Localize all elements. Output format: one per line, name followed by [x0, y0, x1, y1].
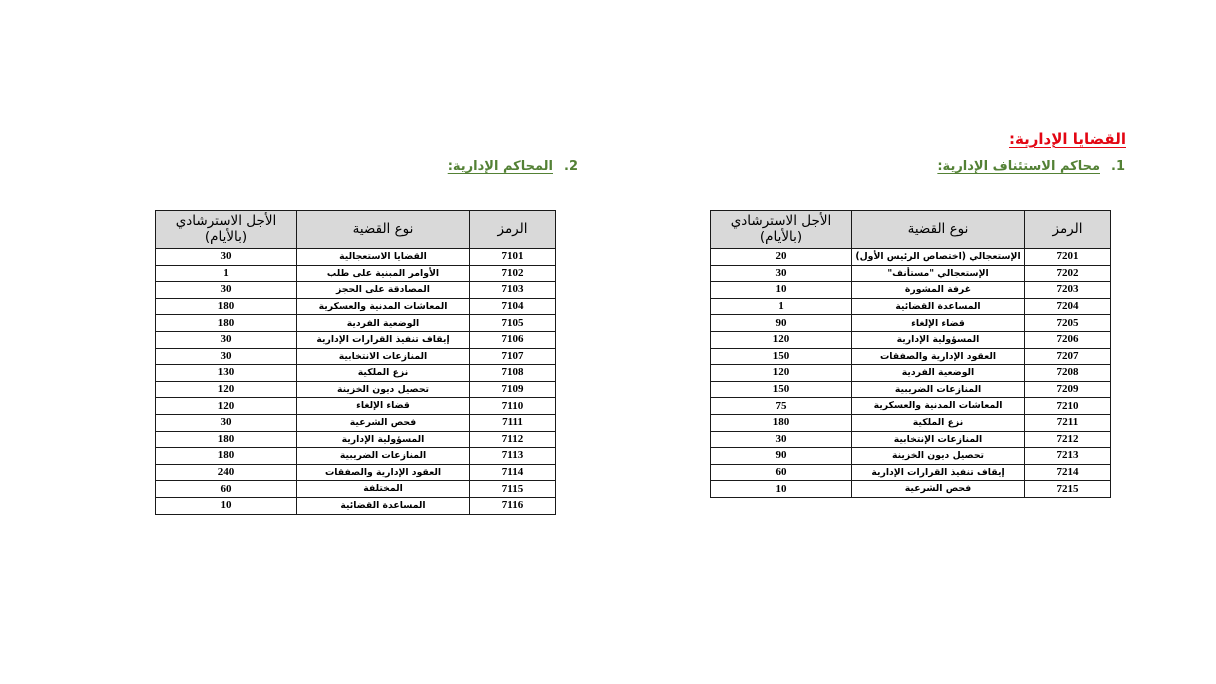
cell-code: 7104: [470, 298, 556, 315]
cell-code: 7214: [1025, 464, 1111, 481]
header-days: [156, 211, 297, 249]
cell-days: 150: [711, 381, 852, 398]
cell-code: 7111: [470, 414, 556, 431]
cell-case-type: المنازعات الانتخابية: [297, 348, 470, 365]
cell-case-type: المعاشات المدنية والعسكرية: [852, 398, 1025, 415]
cell-days: 120: [711, 365, 852, 382]
table-row: [156, 448, 556, 465]
cell-case-type: المساعدة القضائية: [852, 298, 1025, 315]
cell-code: 7108: [470, 365, 556, 382]
cell-code: 7112: [470, 431, 556, 448]
cell-code: 7110: [470, 398, 556, 415]
table-row: [711, 448, 1111, 465]
cell-days: 30: [711, 265, 852, 282]
header-days: [711, 211, 852, 249]
cell-days: 90: [711, 448, 852, 465]
table-row: [711, 365, 1111, 382]
cell-code: 7213: [1025, 448, 1111, 465]
cell-case-type: الوضعية الفردية: [852, 365, 1025, 382]
header-days-line1: الأجل الاسترشادي: [730, 212, 832, 229]
cell-code: 7116: [470, 497, 556, 514]
cell-days: 180: [156, 298, 297, 315]
cell-code: 7103: [470, 282, 556, 299]
table-row: [156, 265, 556, 282]
cell-code: 7206: [1025, 331, 1111, 348]
table-row: [156, 464, 556, 481]
cell-code: 7211: [1025, 414, 1111, 431]
cell-case-type: نزع الملكية: [297, 365, 470, 382]
appeal-courts-table: [710, 210, 1111, 498]
section-number: 1.: [1111, 159, 1125, 174]
cell-case-type: إيقاف تنفيذ القرارات الإدارية: [852, 464, 1025, 481]
cell-case-type: العقود الإدارية والصفقات: [852, 348, 1025, 365]
page-title: القضايا الإدارية:: [1009, 130, 1126, 148]
cell-case-type: المسؤولية الإدارية: [852, 331, 1025, 348]
table-row: [711, 315, 1111, 332]
cell-case-type: فحص الشرعية: [297, 414, 470, 431]
cell-days: 60: [156, 481, 297, 498]
cell-code: 7212: [1025, 431, 1111, 448]
cell-days: 1: [711, 298, 852, 315]
cell-days: 30: [156, 331, 297, 348]
cell-case-type: المنازعات الإنتخابية: [852, 431, 1025, 448]
cell-days: 20: [711, 249, 852, 266]
table-row: [711, 348, 1111, 365]
cell-code: 7113: [470, 448, 556, 465]
table-row: [156, 431, 556, 448]
table-row: [156, 331, 556, 348]
cell-code: 7201: [1025, 249, 1111, 266]
cell-case-type: الإستعجالي "مستأنف": [852, 265, 1025, 282]
cell-case-type: نزع الملكية: [852, 414, 1025, 431]
table-row: [156, 365, 556, 382]
cell-days: 10: [711, 282, 852, 299]
header-days-line2: (بالأيام): [759, 228, 803, 245]
cell-code: 7203: [1025, 282, 1111, 299]
table-row: [156, 481, 556, 498]
cell-case-type: المنازعات الضريبية: [852, 381, 1025, 398]
cell-code: 7107: [470, 348, 556, 365]
cell-case-type: تحصيل ديون الخزينة: [852, 448, 1025, 465]
cell-case-type: المسؤولية الإدارية: [297, 431, 470, 448]
table-row: [711, 431, 1111, 448]
section-heading-admin-courts: [448, 159, 578, 174]
header-days-line1: الأجل الاسترشادي: [175, 212, 277, 229]
cell-case-type: الأوامر المبنية على طلب: [297, 265, 470, 282]
table-row: [711, 249, 1111, 266]
header-days-line2: (بالأيام): [204, 228, 248, 245]
cell-days: 90: [711, 315, 852, 332]
cell-code: 7101: [470, 249, 556, 266]
table-row: [156, 398, 556, 415]
cell-case-type: المعاشات المدنية والعسكرية: [297, 298, 470, 315]
cell-days: 180: [156, 315, 297, 332]
table-row: [711, 265, 1111, 282]
table-row: [711, 282, 1111, 299]
cell-days: 60: [711, 464, 852, 481]
cell-code: 7105: [470, 315, 556, 332]
cell-days: 30: [156, 348, 297, 365]
cell-days: 180: [711, 414, 852, 431]
cell-days: 75: [711, 398, 852, 415]
header-case-type: نوع القضية: [852, 211, 1025, 249]
cell-case-type: قضاء الإلغاء: [297, 398, 470, 415]
table-row: [156, 249, 556, 266]
cell-days: 130: [156, 365, 297, 382]
cell-code: 7204: [1025, 298, 1111, 315]
table-row: [156, 381, 556, 398]
table-row: [711, 414, 1111, 431]
cell-case-type: غرفة المشورة: [852, 282, 1025, 299]
cell-days: 120: [156, 381, 297, 398]
cell-days: 30: [156, 282, 297, 299]
cell-days: 10: [711, 481, 852, 498]
cell-code: 7207: [1025, 348, 1111, 365]
cell-days: 180: [156, 448, 297, 465]
header-code: الرمز: [470, 211, 556, 249]
section-title: المحاكم الإدارية:: [447, 159, 553, 174]
table-row: [711, 298, 1111, 315]
table-header-row: [156, 211, 556, 249]
header-case-type: نوع القضية: [297, 211, 470, 249]
section-number: 2.: [564, 159, 578, 174]
cell-case-type: القضايا الاستعجالية: [297, 249, 470, 266]
cell-days: 30: [156, 249, 297, 266]
cell-days: 150: [711, 348, 852, 365]
cell-days: 120: [156, 398, 297, 415]
cell-case-type: فحص الشرعية: [852, 481, 1025, 498]
table-row: [711, 464, 1111, 481]
admin-courts-table: [155, 210, 556, 515]
cell-case-type: تحصيل ديون الخزينة: [297, 381, 470, 398]
cell-days: 180: [156, 431, 297, 448]
cell-code: 7106: [470, 331, 556, 348]
cell-code: 7209: [1025, 381, 1111, 398]
cell-days: 30: [156, 414, 297, 431]
table-row: [156, 348, 556, 365]
table-header-row: [711, 211, 1111, 249]
table-row: [711, 481, 1111, 498]
header-code: الرمز: [1025, 211, 1111, 249]
cell-code: 7102: [470, 265, 556, 282]
table-row: [156, 497, 556, 514]
cell-code: 7215: [1025, 481, 1111, 498]
cell-case-type: قضاء الإلغاء: [852, 315, 1025, 332]
section-heading-appeal-courts: [937, 159, 1125, 174]
cell-days: 120: [711, 331, 852, 348]
cell-case-type: المختلفة: [297, 481, 470, 498]
table-row: [711, 381, 1111, 398]
table-row: [156, 282, 556, 299]
table-row: [156, 315, 556, 332]
cell-days: 10: [156, 497, 297, 514]
cell-days: 30: [711, 431, 852, 448]
cell-code: 7210: [1025, 398, 1111, 415]
cell-case-type: الوضعية الفردية: [297, 315, 470, 332]
cell-days: 1: [156, 265, 297, 282]
section-title: محاكم الاستئناف الإدارية:: [937, 159, 1100, 174]
cell-code: 7208: [1025, 365, 1111, 382]
table-row: [156, 298, 556, 315]
cell-case-type: المساعدة القضائية: [297, 497, 470, 514]
table-row: [156, 414, 556, 431]
cell-case-type: العقود الإدارية والصفقات: [297, 464, 470, 481]
cell-case-type: الإستعجالي (اختصاص الرئيس الأول): [852, 249, 1025, 266]
table-row: [711, 331, 1111, 348]
cell-code: 7205: [1025, 315, 1111, 332]
cell-days: 240: [156, 464, 297, 481]
cell-code: 7114: [470, 464, 556, 481]
cell-code: 7202: [1025, 265, 1111, 282]
cell-code: 7109: [470, 381, 556, 398]
table-row: [711, 398, 1111, 415]
cell-code: 7115: [470, 481, 556, 498]
cell-case-type: إيقاف تنفيذ القرارات الإدارية: [297, 331, 470, 348]
cell-case-type: المصادقة على الحجز: [297, 282, 470, 299]
cell-case-type: المنازعات الضريبية: [297, 448, 470, 465]
